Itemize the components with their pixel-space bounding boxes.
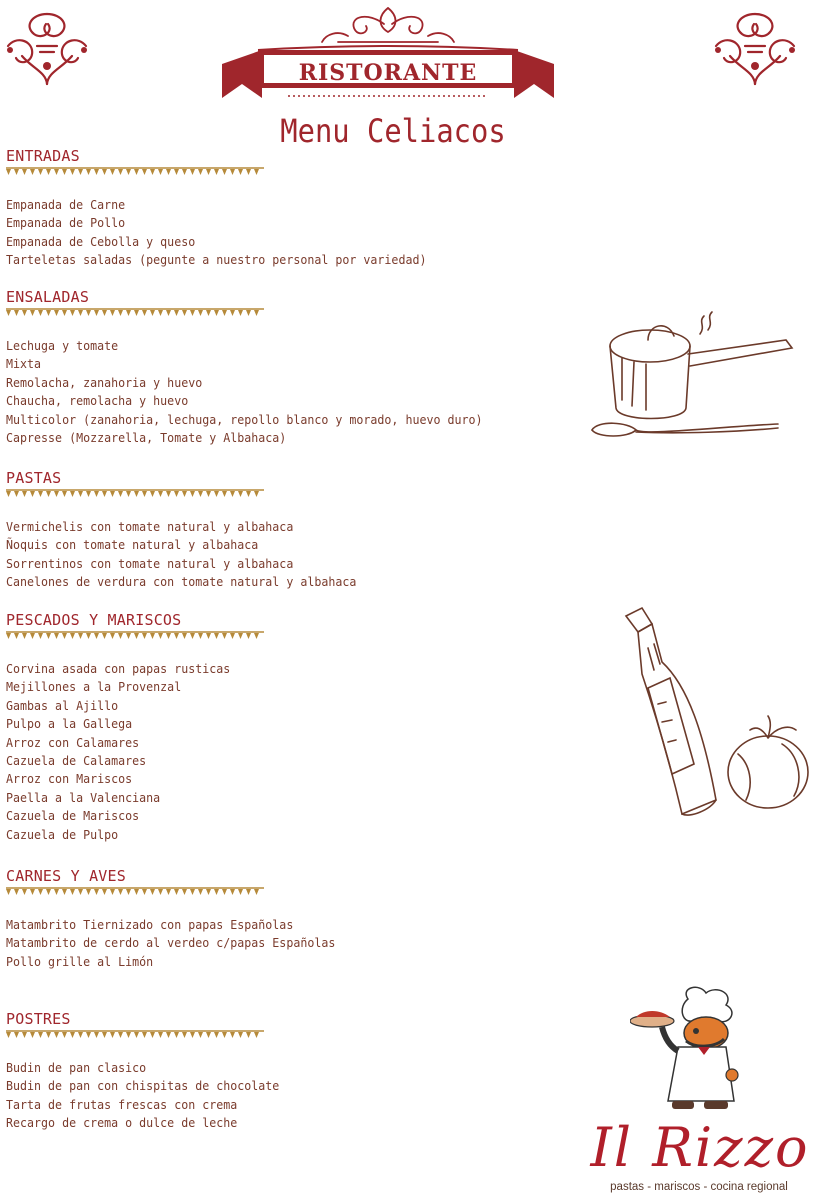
section-postres xyxy=(6,1009,566,1133)
divider-ornament-icon xyxy=(6,488,264,500)
list-item: Remolacha, zanahoria y huevo xyxy=(6,375,203,390)
list-item: Cazuela de Calamares xyxy=(6,753,147,768)
list-item: Capresse (Mozzarella, Tomate y Albahaca) xyxy=(6,430,287,445)
cooking-pot-icon xyxy=(588,310,800,445)
list-item: Multicolor (zanahoria, lechuga, repollo blanco y morado, huevo duro) xyxy=(6,412,483,427)
item-list xyxy=(6,337,566,447)
corner-ornament-left-icon xyxy=(2,6,92,88)
banner-ornament-icon xyxy=(218,2,558,114)
list-item: Tarta de frutas frescas con crema xyxy=(6,1097,238,1112)
brand-logo: Il Rizzo xyxy=(590,1116,810,1179)
divider-ornament-icon xyxy=(6,630,264,642)
item-list xyxy=(6,1059,566,1133)
list-item: Matambrito Tiernizado con papas Españolas xyxy=(6,918,294,932)
list-item: Gambas al Ajillo xyxy=(6,698,119,713)
divider-ornament-icon xyxy=(6,166,264,178)
page-title: Menu Celiacos xyxy=(280,112,506,150)
list-item: Cazuela de Mariscos xyxy=(6,809,140,824)
list-item: Paella a la Valenciana xyxy=(6,790,161,805)
list-item: Budin de pan clasico xyxy=(6,1061,147,1075)
divider-ornament-icon xyxy=(6,886,264,898)
list-item: Empanada de Carne xyxy=(6,198,126,212)
section-pescados-y-mariscos xyxy=(6,610,566,844)
list-item: Corvina asada con papas rusticas xyxy=(6,662,231,676)
section-pastas xyxy=(6,468,566,592)
list-item: Pulpo a la Gallega xyxy=(6,717,133,732)
section-title: ENTRADAS xyxy=(6,147,80,165)
list-item: Pollo grille al Limón xyxy=(6,954,154,969)
list-item: Matambrito de cerdo al verdeo c/papas Españolas xyxy=(6,936,336,951)
list-item: Empanada de Cebolla y queso xyxy=(6,234,196,249)
item-list xyxy=(6,518,566,592)
list-item: Mejillones a la Provenzal xyxy=(6,680,182,695)
list-item: Empanada de Pollo xyxy=(6,216,126,231)
section-title: PESCADOS Y MARISCOS xyxy=(6,611,182,629)
section-title: CARNES Y AVES xyxy=(6,867,126,885)
list-item: Tarteletas saladas (pegunte a nuestro personal por variedad) xyxy=(6,253,427,268)
list-item: Ñoquis con tomate natural y albahaca xyxy=(6,538,259,553)
list-item: Lechuga y tomate xyxy=(6,339,119,353)
list-item: Mixta xyxy=(6,357,42,372)
banner-text: RISTORANTE xyxy=(298,60,478,86)
list-item: Chaucha, remolacha y huevo xyxy=(6,394,189,409)
list-item: Arroz con Mariscos xyxy=(6,772,133,787)
list-item: Cazuela de Pulpo xyxy=(6,827,119,842)
section-entradas xyxy=(6,146,566,270)
oil-bottle-icon xyxy=(618,604,829,826)
chef-mascot-icon xyxy=(630,985,750,1115)
section-ensaladas xyxy=(6,287,566,447)
item-list xyxy=(6,196,566,270)
list-item: Vermichelis con tomate natural y albahaca xyxy=(6,520,294,534)
brand-tagline: pastas - mariscos - cocina regional xyxy=(610,1181,788,1193)
list-item: Recargo de crema o dulce de leche xyxy=(6,1116,238,1131)
item-list xyxy=(6,916,566,971)
corner-ornament-right-icon xyxy=(710,6,800,88)
section-carnes-y-aves xyxy=(6,866,566,971)
list-item: Canelones de verdura con tomate natural y albahaca xyxy=(6,575,357,590)
divider-ornament-icon xyxy=(6,1029,264,1041)
item-list xyxy=(6,660,566,844)
list-item: Arroz con Calamares xyxy=(6,735,140,750)
divider-ornament-icon xyxy=(6,307,264,319)
tomato-icon xyxy=(728,716,808,808)
list-item: Sorrentinos con tomate natural y albahaca xyxy=(6,556,294,571)
section-title: POSTRES xyxy=(6,1010,71,1028)
list-item: Budin de pan con chispitas de chocolate xyxy=(6,1079,280,1094)
section-title: PASTAS xyxy=(6,469,62,487)
section-title: ENSALADAS xyxy=(6,288,90,306)
